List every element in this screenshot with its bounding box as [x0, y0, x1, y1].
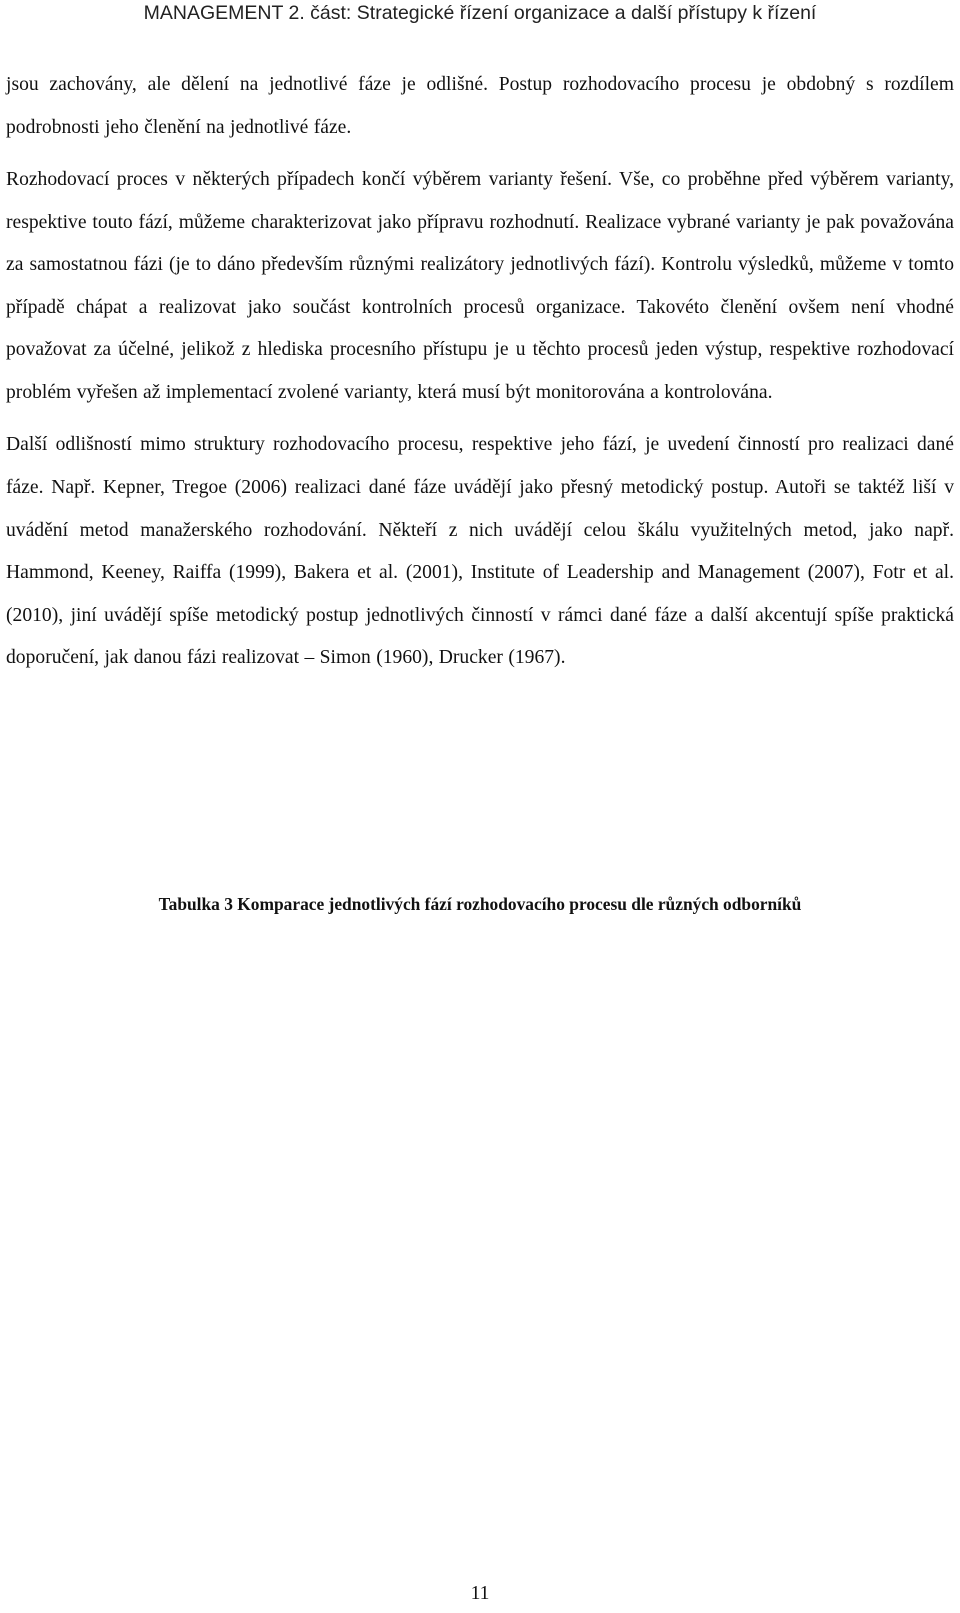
paragraph-decision-end: Rozhodovací proces v některých případech končí výběrem varianty řešení. Vše, co proběhne před výběrem varianty, respektive touto fází, můžeme charakterizovat jako přípravu rozhodnutí. Realizace vybrané varianty je pak považována za samostatnou fázi (je to dáno především různými realizátory jednotlivých fází). Kontrolu výsledků, můžeme v tomto případě chápat a realizovat jako součást kontrolních procesů organizace. Takovéto členění ovšem není vhodné považovat za účelné, jelikož z hlediska procesního přístupu je u těchto procesů jeden výstup, respektive rozhodovací problém vyřešen až implementací zvolené varianty, která musí být monitorována a kontrolována. — [6, 168, 954, 403]
table-caption: Tabulka 3 Komparace jednotlivých fází rozhodovacího procesu dle různých odborníků — [158, 894, 802, 914]
paragraph-continuation: jsou zachovány, ale dělení na jednotlivé fáze je odlišné. Postup rozhodovacího procesu je obdobný s rozdílem podrobnosti jeho členění na jednotlivé fáze. — [6, 74, 954, 138]
paragraph-differences: Další odlišností mimo struktury rozhodovacího procesu, respektive jeho fází, je uvedení činností pro realizaci dané fáze. Např. Kepner, Tregoe (2006) realizaci dané fáze uvádějí jako přesný metodický postup. Autoři se taktéž liší v uvádění metod manažerského rozhodování. Někteří z nich uvádějí celou škálu využitelných metod, jako např. Hammond, Keeney, Raiffa (1999), Bakera et al. (2001), Institute of Leadership and Management (2007), Fotr et al. (2010), jiní uvádějí spíše metodický postup jednotlivých činností v rámci dané fáze a další akcentují spíše praktická doporučení, jak danou fázi realizovat – Simon (1960), Drucker (1967). — [6, 434, 954, 669]
body-text — [6, 64, 954, 680]
page-number: 11 — [470, 1583, 490, 1604]
running-header: MANAGEMENT 2. část: Strategické řízení organizace a další přístupy k řízení — [143, 2, 817, 24]
